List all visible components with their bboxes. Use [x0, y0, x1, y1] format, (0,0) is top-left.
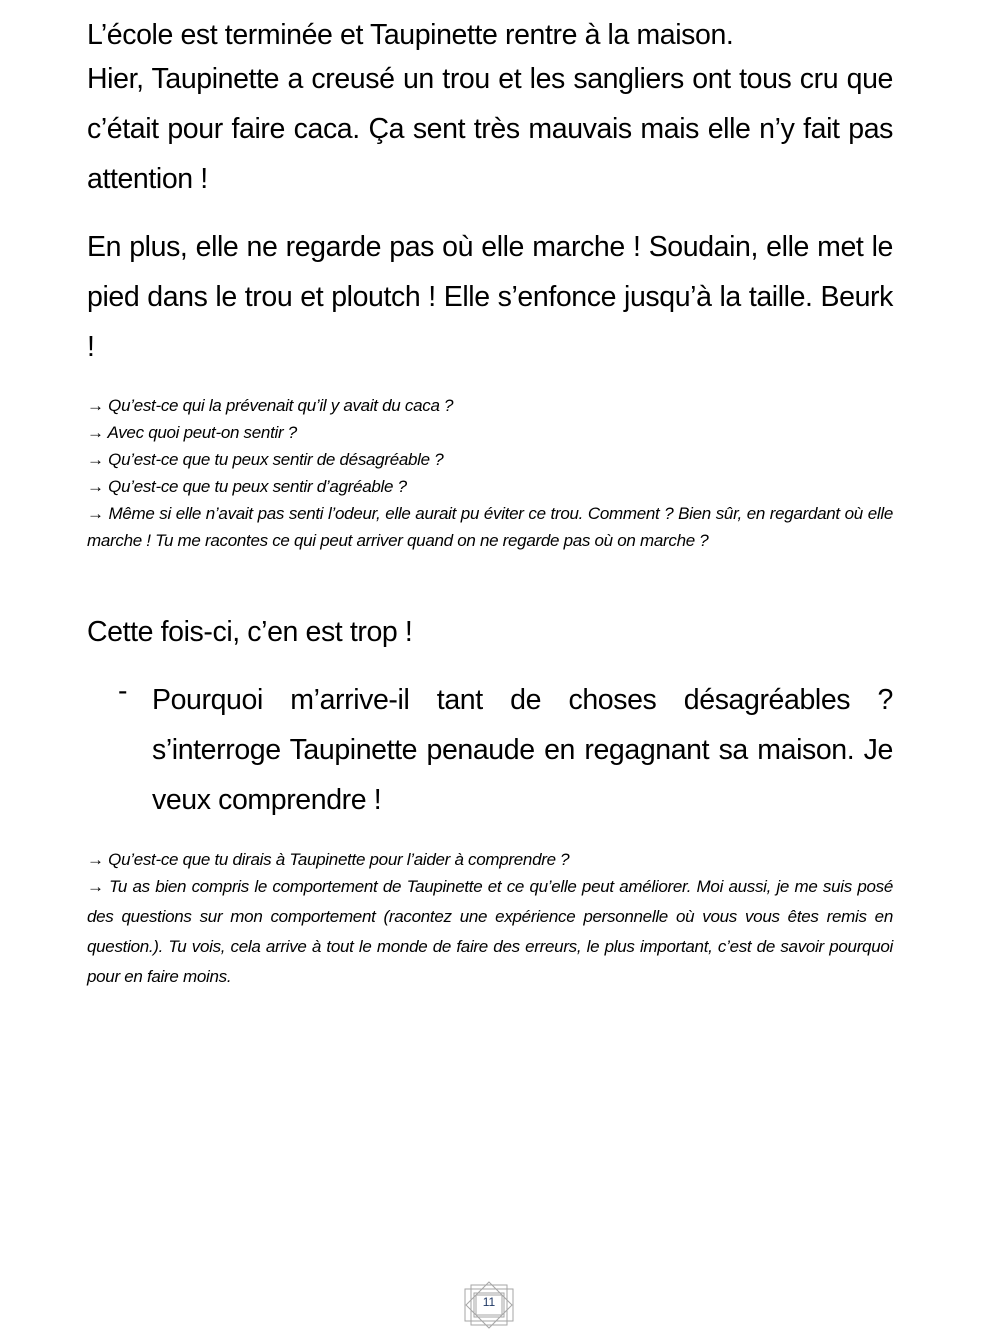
questions-block-1 [87, 392, 893, 554]
question-item: → Qu’est-ce que tu peux sentir de désagréable ? [87, 450, 444, 469]
dialog-text: Pourquoi m’arrive-il tant de choses désagréables ? s’interroge Taupinette penaude en regagnant sa maison. Je veux comprendre ! [152, 684, 893, 816]
story-paragraph-4: Cette fois-ci, c’en est trop ! [87, 616, 413, 648]
question-item: → Qu’est-ce que tu peux sentir d’agréable ? [87, 477, 407, 496]
story-block-1 [87, 10, 893, 204]
question-item: → Qu’est-ce que tu dirais à Taupinette pour l’aider à comprendre ? [87, 850, 570, 869]
story-paragraph-3: En plus, elle ne regarde pas où elle marche ! Soudain, elle met le pied dans le trou et ploutch ! Elle s’enfonce jusqu’à la taille. Beurk ! [87, 231, 893, 363]
question-item: → Tu as bien compris le comportement de Taupinette et ce qu’elle peut améliorer. Moi aussi, je me suis posé des questions sur mon comportement (racontez une expérience personnelle où vous vous êtes remis en question.). Tu vois, cela arrive à tout le monde de faire des erreurs, le plus important, c’est de savoir pourquoi pour en faire moins. [87, 877, 893, 986]
story-paragraph-2: Hier, Taupinette a creusé un trou et les sangliers ont tous cru que c’était pour faire caca. Ça sent très mauvais mais elle n’y fait pas attention ! [87, 63, 893, 195]
story-paragraph-1: L’école est terminée et Taupinette rentre à la maison. [87, 19, 734, 51]
arrow-icon: → [87, 396, 104, 415]
arrow-icon: → [87, 423, 104, 442]
arrow-icon: → [87, 504, 104, 523]
arrow-icon: → [87, 877, 104, 896]
dialog-block [118, 675, 893, 825]
arrow-icon: → [87, 477, 104, 496]
story-block-3 [87, 607, 893, 657]
question-list-1 [87, 392, 893, 554]
dialog-dash: - [118, 675, 128, 707]
questions-block-2 [87, 846, 893, 992]
question-item: → Même si elle n’avait pas senti l’odeur, elle aurait pu éviter ce trou. Comment ? Bien sûr, en regardant où elle marche ! Tu me racontes ce qui peut arriver quand on ne regarde pas où on marche ? [87, 504, 893, 550]
question-list-2 [87, 846, 893, 873]
story-block-2 [87, 222, 893, 372]
page-number-text: 11 [482, 1295, 496, 1309]
arrow-icon: → [87, 450, 104, 469]
page-number [462, 1281, 516, 1329]
arrow-icon: → [87, 850, 104, 869]
question-item: → Qu’est-ce qui la prévenait qu’il y avait du caca ? [87, 396, 454, 415]
question-item: → Avec quoi peut-on sentir ? [87, 423, 297, 442]
